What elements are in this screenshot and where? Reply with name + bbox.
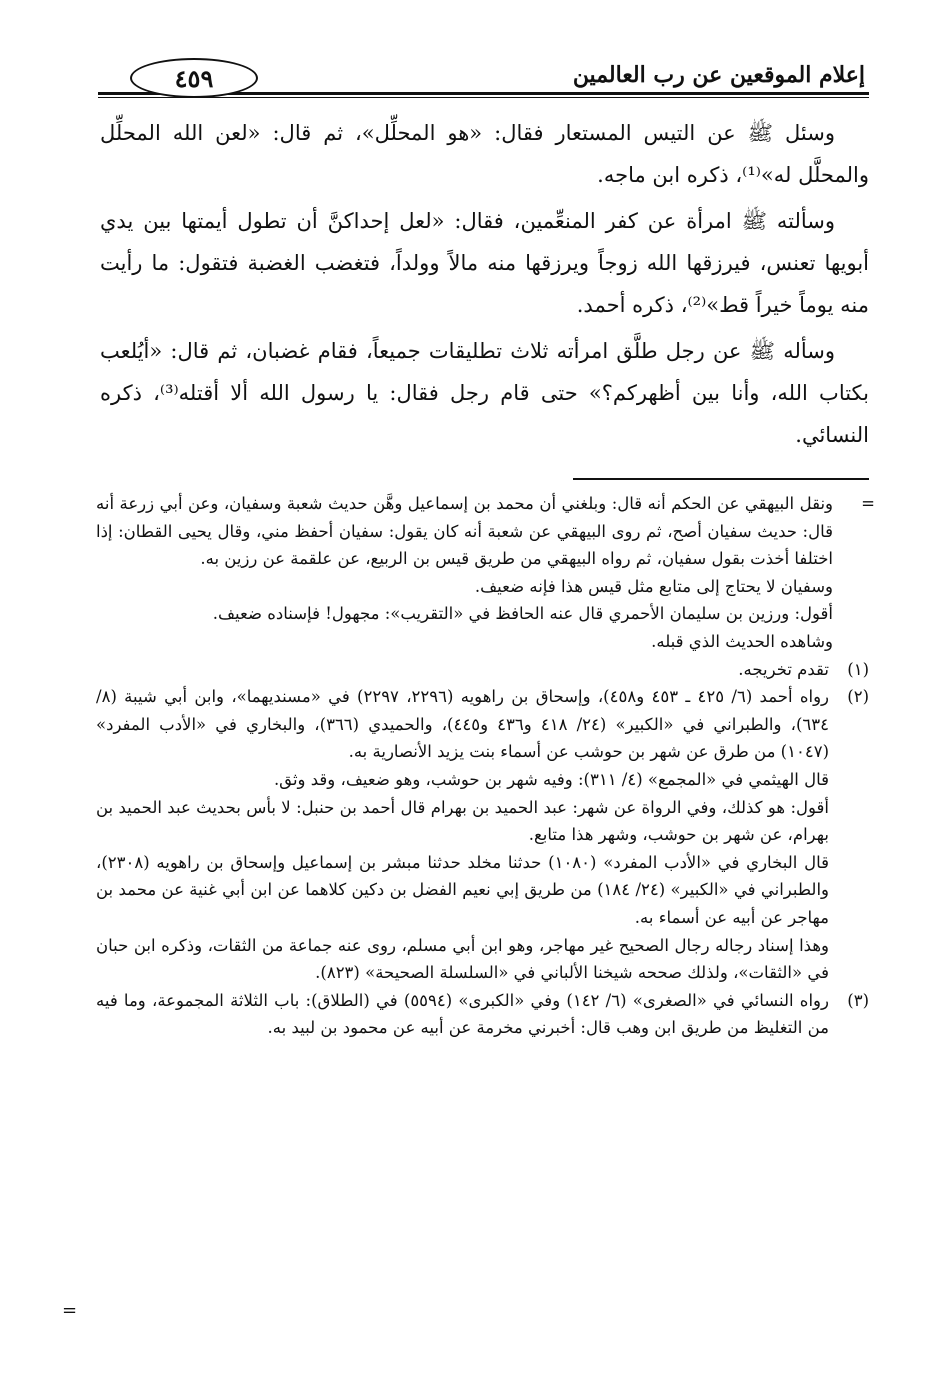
- footnote-paragraph: قال البخاري في «الأدب المفرد» (١٠٨٠) حدثنا مخلد حدثنا مبشر بن إسماعيل وإسحاق بن راهويه (٢٣٠٨)، والطبراني في «الكبير» (٢٤/ ١٨٤) من طريق إبي نعيم الفضل بن دكين كلاهما عن ابن أبي غنية عن محمد بن مهاجر عن أبيه عن أسماء به.: [96, 852, 829, 927]
- main-text: [100, 112, 869, 460]
- footnote-2: [96, 683, 869, 987]
- footnote-paragraph: أقول: هو كذلك، وفي الرواة عن شهر: عبد الحميد بن بهرام قال أحمد بن حنبل: لا بأس بحديث عبد الحميد بن بهرام، عن شهر بن حوشب، وشهر هذا متابع.: [96, 797, 829, 845]
- continuation-mark: =: [861, 494, 875, 513]
- main-paragraph: وسئل ﷺ عن التيس المستعار فقال: «هو المحلِّل»، ثم قال: «لعن الله المحلِّل والمحلَّل له»⁽¹⁾، ذكره ابن ماجه.: [100, 121, 869, 187]
- footnote-3: [96, 987, 869, 1042]
- page-number-badge: ٤٥٩: [130, 58, 258, 98]
- main-paragraph: وسأله ﷺ عن رجل طلَّق امرأته ثلاث تطليقات جميعاً، فقام غضبان، ثم قال: «أيُلعب بكتاب الله، وأنا بين أظهركم؟» حتى قام رجل فقال: يا رسول الله ألا أقتله⁽³⁾، ذكره النسائي.: [100, 339, 869, 447]
- footnote-1: [96, 656, 869, 684]
- footnote-paragraph: قال الهيثمي في «المجمع» (٤/ ٣١١): وفيه شهر بن حوشب، وهو ضعيف، وقد وثق.: [273, 769, 829, 789]
- footnote-number: (٣): [847, 990, 869, 1010]
- footnote-continuation: [96, 490, 875, 656]
- book-title: إعلام الموقعين عن رب العالمين: [572, 62, 865, 88]
- footnote-paragraph: وسفيان لا يحتاج إلى متابع مثل قيس هذا فإنه ضعيف.: [474, 576, 833, 596]
- footnote-number: (٢): [847, 687, 869, 707]
- footnote-paragraph: رواه أحمد (٦/ ٤٢٥ ـ ٤٥٣ و٤٥٨)، وإسحاق بن راهويه (٢٢٩٦، ٢٢٩٧) في «مسنديهما»، وابن أبي شيبة (٨/ ٦٣٤)، والطبراني في «الكبير» (٢٤/ ٤١٨ و٤٣٦ و٤٤٥)، والحميدي (٣٦٦)، والبخاري في «الأدب المفرد» (١٠٤٧) من طرق عن شهر بن حوشب عن أسماء بنت يزيد الأنصارية به.: [96, 687, 830, 762]
- footnote-paragraph: رواه النسائي في «الصغرى» (٦/ ١٤٢) وفي «الكبرى» (٥٥٩٤) في (الطلاق): باب الثلاثة المجموعة، وما فيه من التغليظ من طريق ابن وهب قال: أخبرني مخرمة عن أبيه عن محمود بن لبيد به.: [96, 990, 829, 1038]
- footnote-paragraph: ونقل البيهقي عن الحكم أنه قال: وبلغني أن محمد بن إسماعيل وهَّن حديث شعبة وسفيان، وعن أبي زرعة أنه قال: حديث سفيان أصح، ثم روى البيهقي عن شعبة أنه كان يقول: سفيان أحفظ مني، وقال يحيى القطان: إذا اختلفا أخذت بقول سفيان، ثم رواه البيهقي من طريق قيس بن الربيع، عن علقمة عن رزين به.: [96, 494, 833, 569]
- main-paragraph: وسألته ﷺ امرأة عن كفر المنعِّمين، فقال: «لعل إحداكنَّ أن تطول أيمتها بين يدي أبويها تعنس، فيرزقها الله زوجاً ويرزقها منه مالاً وولداً، فتغضب الغضبة فتقول: ما رأيت منه يوماً خيراً قط»⁽²⁾، ذكره أحمد.: [100, 209, 869, 317]
- footnote-paragraph: وشاهده الحديث الذي قبله.: [651, 631, 833, 651]
- footnote-paragraph: تقدم تخريجه.: [738, 659, 829, 679]
- footnote-paragraph: وهذا إسناد رجاله رجال الصحيح غير مهاجر، وهو ابن أبي مسلم، روى عنه جماعة من الثقات، وذكره ابن حبان في «الثقات»، ولذلك صححه شيخنا الألباني في «السلسلة الصحيحة» (٨٢٣).: [96, 935, 829, 983]
- continued-mark: =: [62, 1300, 78, 1321]
- footnote-paragraph: أقول: ورزين بن سليمان الأحمري قال عنه الحافظ في «التقريب»: مجهول! فإسناده ضعيف.: [212, 604, 833, 624]
- footnotes: [96, 490, 875, 1042]
- header-rule-thin: [98, 97, 869, 98]
- footnote-number: (١): [847, 659, 869, 679]
- footnote-divider: [573, 478, 869, 480]
